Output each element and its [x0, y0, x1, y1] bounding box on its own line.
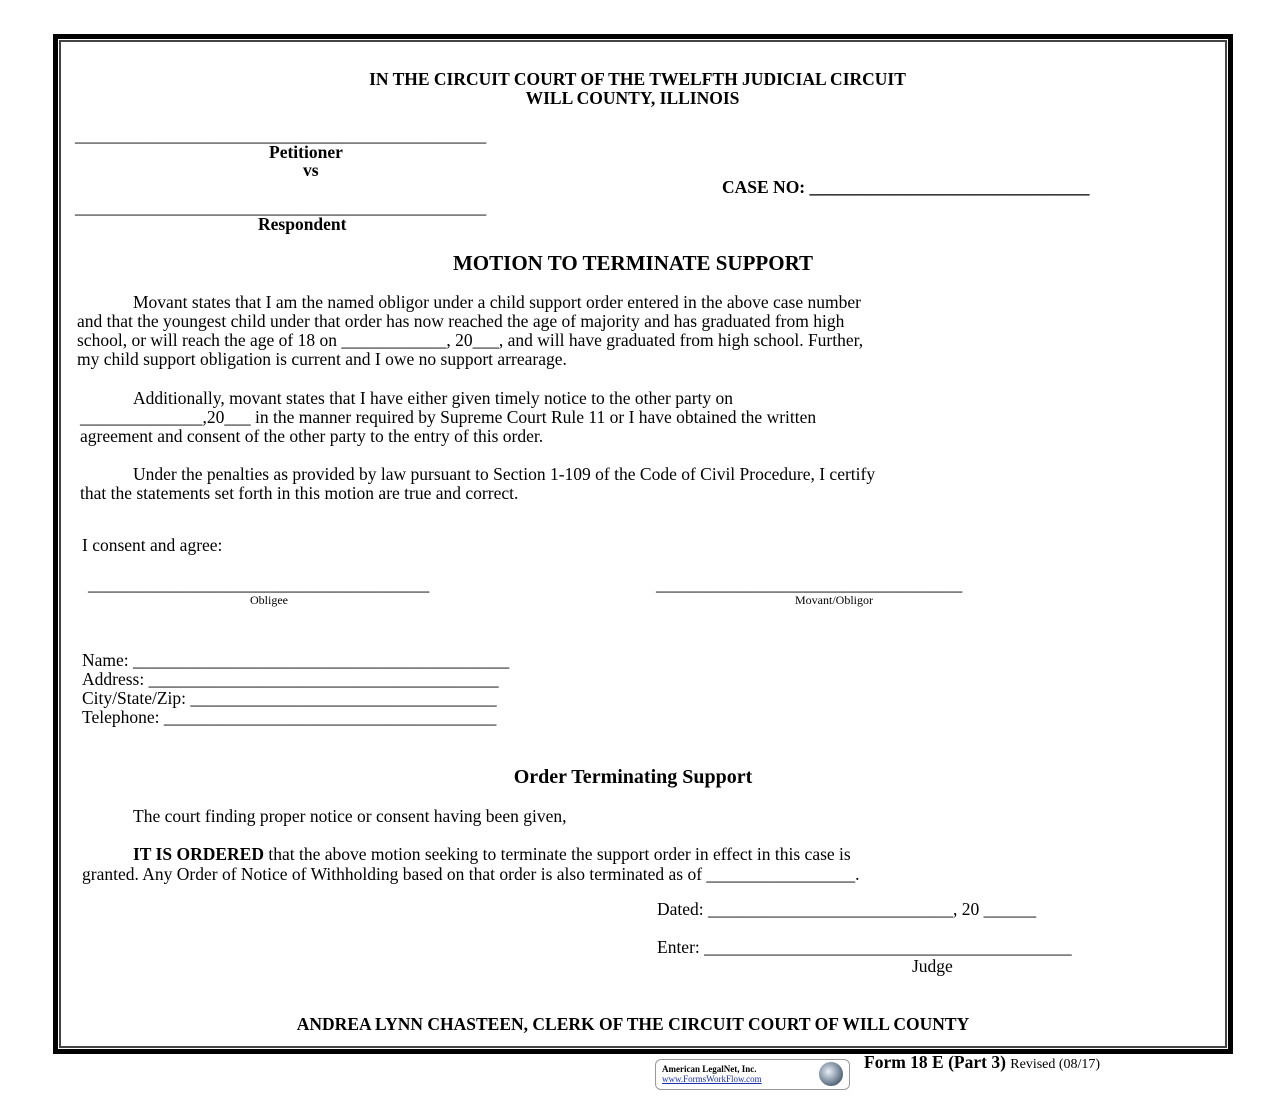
logo-company: American LegalNet, Inc.	[662, 1064, 757, 1074]
order-text: that the above motion seeking to terminate the support order in effect in this case is	[263, 844, 851, 864]
globe-icon	[819, 1062, 843, 1086]
para1-line: and that the youngest child under that order has now reached the age of majority and has graduated from high	[77, 311, 845, 331]
address-field: Address: ________________________________________	[82, 669, 499, 689]
county-heading: WILL COUNTY, ILLINOIS	[525, 88, 740, 108]
obligee-signature-line: _______________________________________	[88, 574, 430, 594]
respondent-line: _______________________________________________	[75, 197, 487, 217]
obligee-label: Obligee	[250, 593, 288, 607]
telephone-field: Telephone: ______________________________________	[82, 707, 497, 727]
american-legalnet-logo[interactable]	[655, 1059, 850, 1090]
petitioner-line: _______________________________________________	[75, 125, 487, 145]
revised-date: Revised (08/17)	[1010, 1057, 1101, 1072]
order-line	[133, 845, 851, 864]
court-heading: IN THE CIRCUIT COURT OF THE TWELFTH JUDICIAL CIRCUIT	[369, 69, 906, 89]
it-is-ordered: IT IS ORDERED	[133, 844, 264, 864]
vs-label: vs	[303, 160, 319, 180]
judge-label: Judge	[912, 956, 953, 976]
para3-line: that the statements set forth in this motion are true and correct.	[80, 483, 519, 503]
motion-title: MOTION TO TERMINATE SUPPORT	[452, 251, 813, 275]
form-id: Form 18 E (Part 3)	[864, 1052, 1006, 1072]
dated-field: Dated: ____________________________, 20 ______	[657, 899, 1037, 919]
consent-label: I consent and agree:	[82, 535, 223, 555]
para1-line: Movant states that I am the named obligor under a child support order entered in the above case number	[133, 292, 861, 312]
clerk-name: ANDREA LYNN CHASTEEN, CLERK OF THE CIRCUIT COURT OF WILL COUNTY	[296, 1014, 970, 1034]
name-field: Name: ___________________________________________	[82, 650, 510, 670]
para2-line: agreement and consent of the other party to the entry of this order.	[80, 426, 544, 446]
para1-line: my child support obligation is current and I owe no support arrearage.	[77, 349, 567, 369]
enter-field: Enter: __________________________________________	[657, 937, 1072, 957]
respondent-label: Respondent	[258, 214, 347, 234]
para2-line: ______________,20___ in the manner required by Supreme Court Rule 11 or I have obtained the written	[80, 407, 817, 427]
movant-signature-line: ___________________________________	[656, 574, 963, 594]
order-title: Order Terminating Support	[513, 766, 753, 788]
movant-label: Movant/Obligor	[795, 593, 873, 607]
form-number	[864, 1053, 1100, 1074]
para2-line: Additionally, movant states that I have either given timely notice to the other party on	[133, 388, 734, 408]
petitioner-label: Petitioner	[269, 142, 343, 162]
para3-line: Under the penalties as provided by law pursuant to Section 1-109 of the Code of Civil Procedure, I certify	[133, 464, 876, 484]
city-state-zip-field: City/State/Zip: ___________________________________	[82, 688, 497, 708]
logo-url-link[interactable]: www.FormsWorkFlow.com	[662, 1074, 762, 1084]
order-finding: The court finding proper notice or consent having been given,	[133, 806, 567, 826]
order-line-2: granted. Any Order of Notice of Withholding based on that order is also terminated as of _________________.	[82, 864, 860, 884]
case-number: CASE NO: ________________________________	[722, 177, 1090, 197]
para1-line: school, or will reach the age of 18 on ____________, 20___, and will have graduated from high school. Further,	[77, 330, 864, 350]
